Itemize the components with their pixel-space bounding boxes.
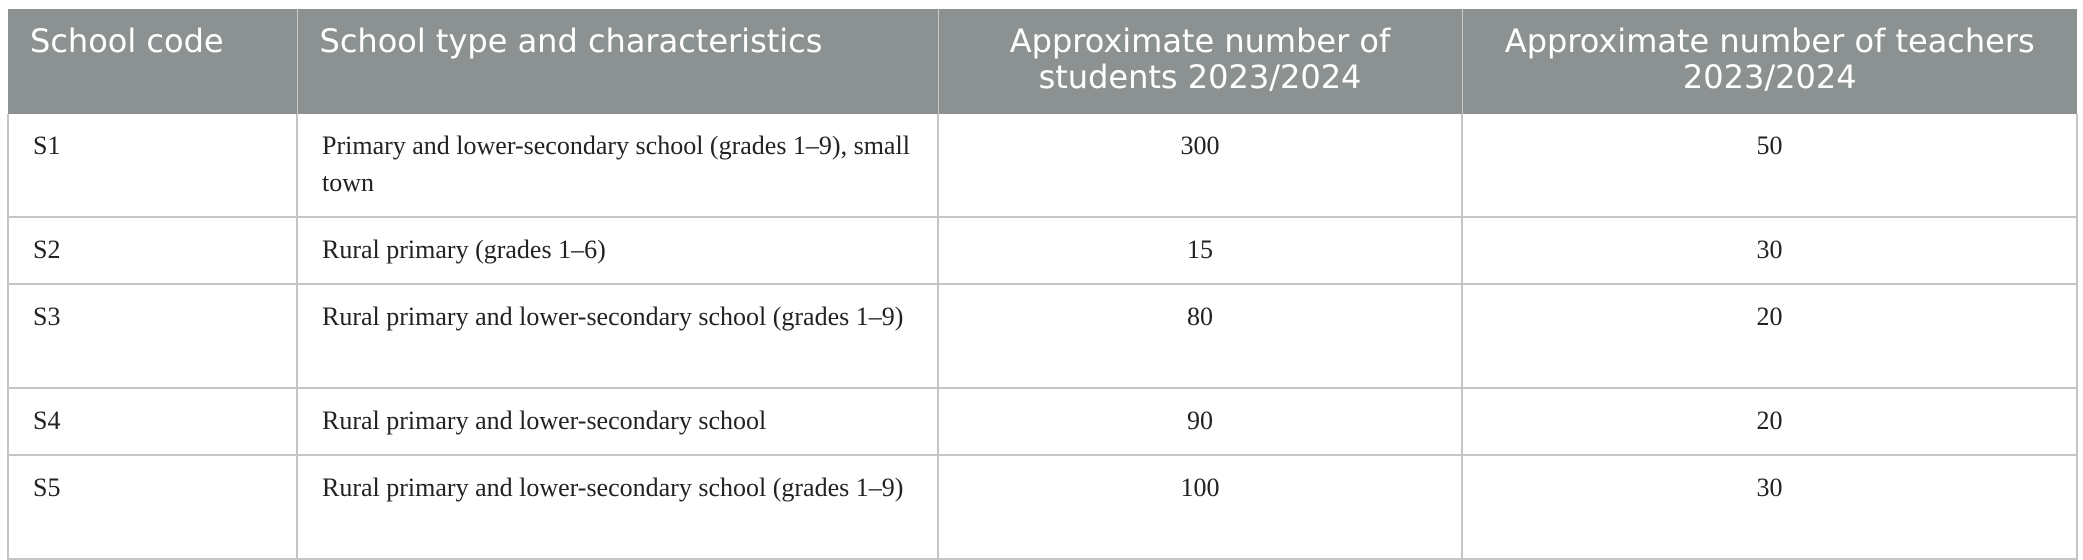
header-school-type: School type and characteristics <box>297 9 938 114</box>
header-students: Approximate number of students 2023/2024 <box>938 9 1462 114</box>
cell-school-type: Rural primary (grades 1–6) <box>297 217 938 284</box>
header-teachers: Approximate number of teachers 2023/2024 <box>1462 9 2077 114</box>
cell-students: 90 <box>938 388 1462 455</box>
header-school-code: School code <box>8 9 297 114</box>
cell-school-code: S1 <box>8 114 297 217</box>
table-row <box>8 284 2077 388</box>
cell-students: 80 <box>938 284 1462 388</box>
cell-teachers: 30 <box>1462 455 2077 559</box>
cell-teachers: 20 <box>1462 284 2077 388</box>
table-row <box>8 217 2077 284</box>
cell-school-code: S4 <box>8 388 297 455</box>
table-row <box>8 388 2077 455</box>
cell-school-type: Rural primary and lower-secondary school (grades 1–9) <box>297 284 938 388</box>
cell-school-code: S2 <box>8 217 297 284</box>
cell-students: 300 <box>938 114 1462 217</box>
table-body <box>8 114 2077 559</box>
table-row <box>8 114 2077 217</box>
cell-students: 15 <box>938 217 1462 284</box>
cell-school-code: S5 <box>8 455 297 559</box>
cell-school-type: Primary and lower-secondary school (grades 1–9), small town <box>297 114 938 217</box>
cell-school-type: Rural primary and lower-secondary school (grades 1–9) <box>297 455 938 559</box>
cell-teachers: 30 <box>1462 217 2077 284</box>
header-row <box>8 9 2077 114</box>
schools-table-container <box>7 9 2076 552</box>
cell-school-code: S3 <box>8 284 297 388</box>
cell-teachers: 20 <box>1462 388 2077 455</box>
schools-table <box>7 9 2078 560</box>
cell-teachers: 50 <box>1462 114 2077 217</box>
cell-students: 100 <box>938 455 1462 559</box>
table-row <box>8 455 2077 559</box>
cell-school-type: Rural primary and lower-secondary school <box>297 388 938 455</box>
table-header <box>8 9 2077 114</box>
